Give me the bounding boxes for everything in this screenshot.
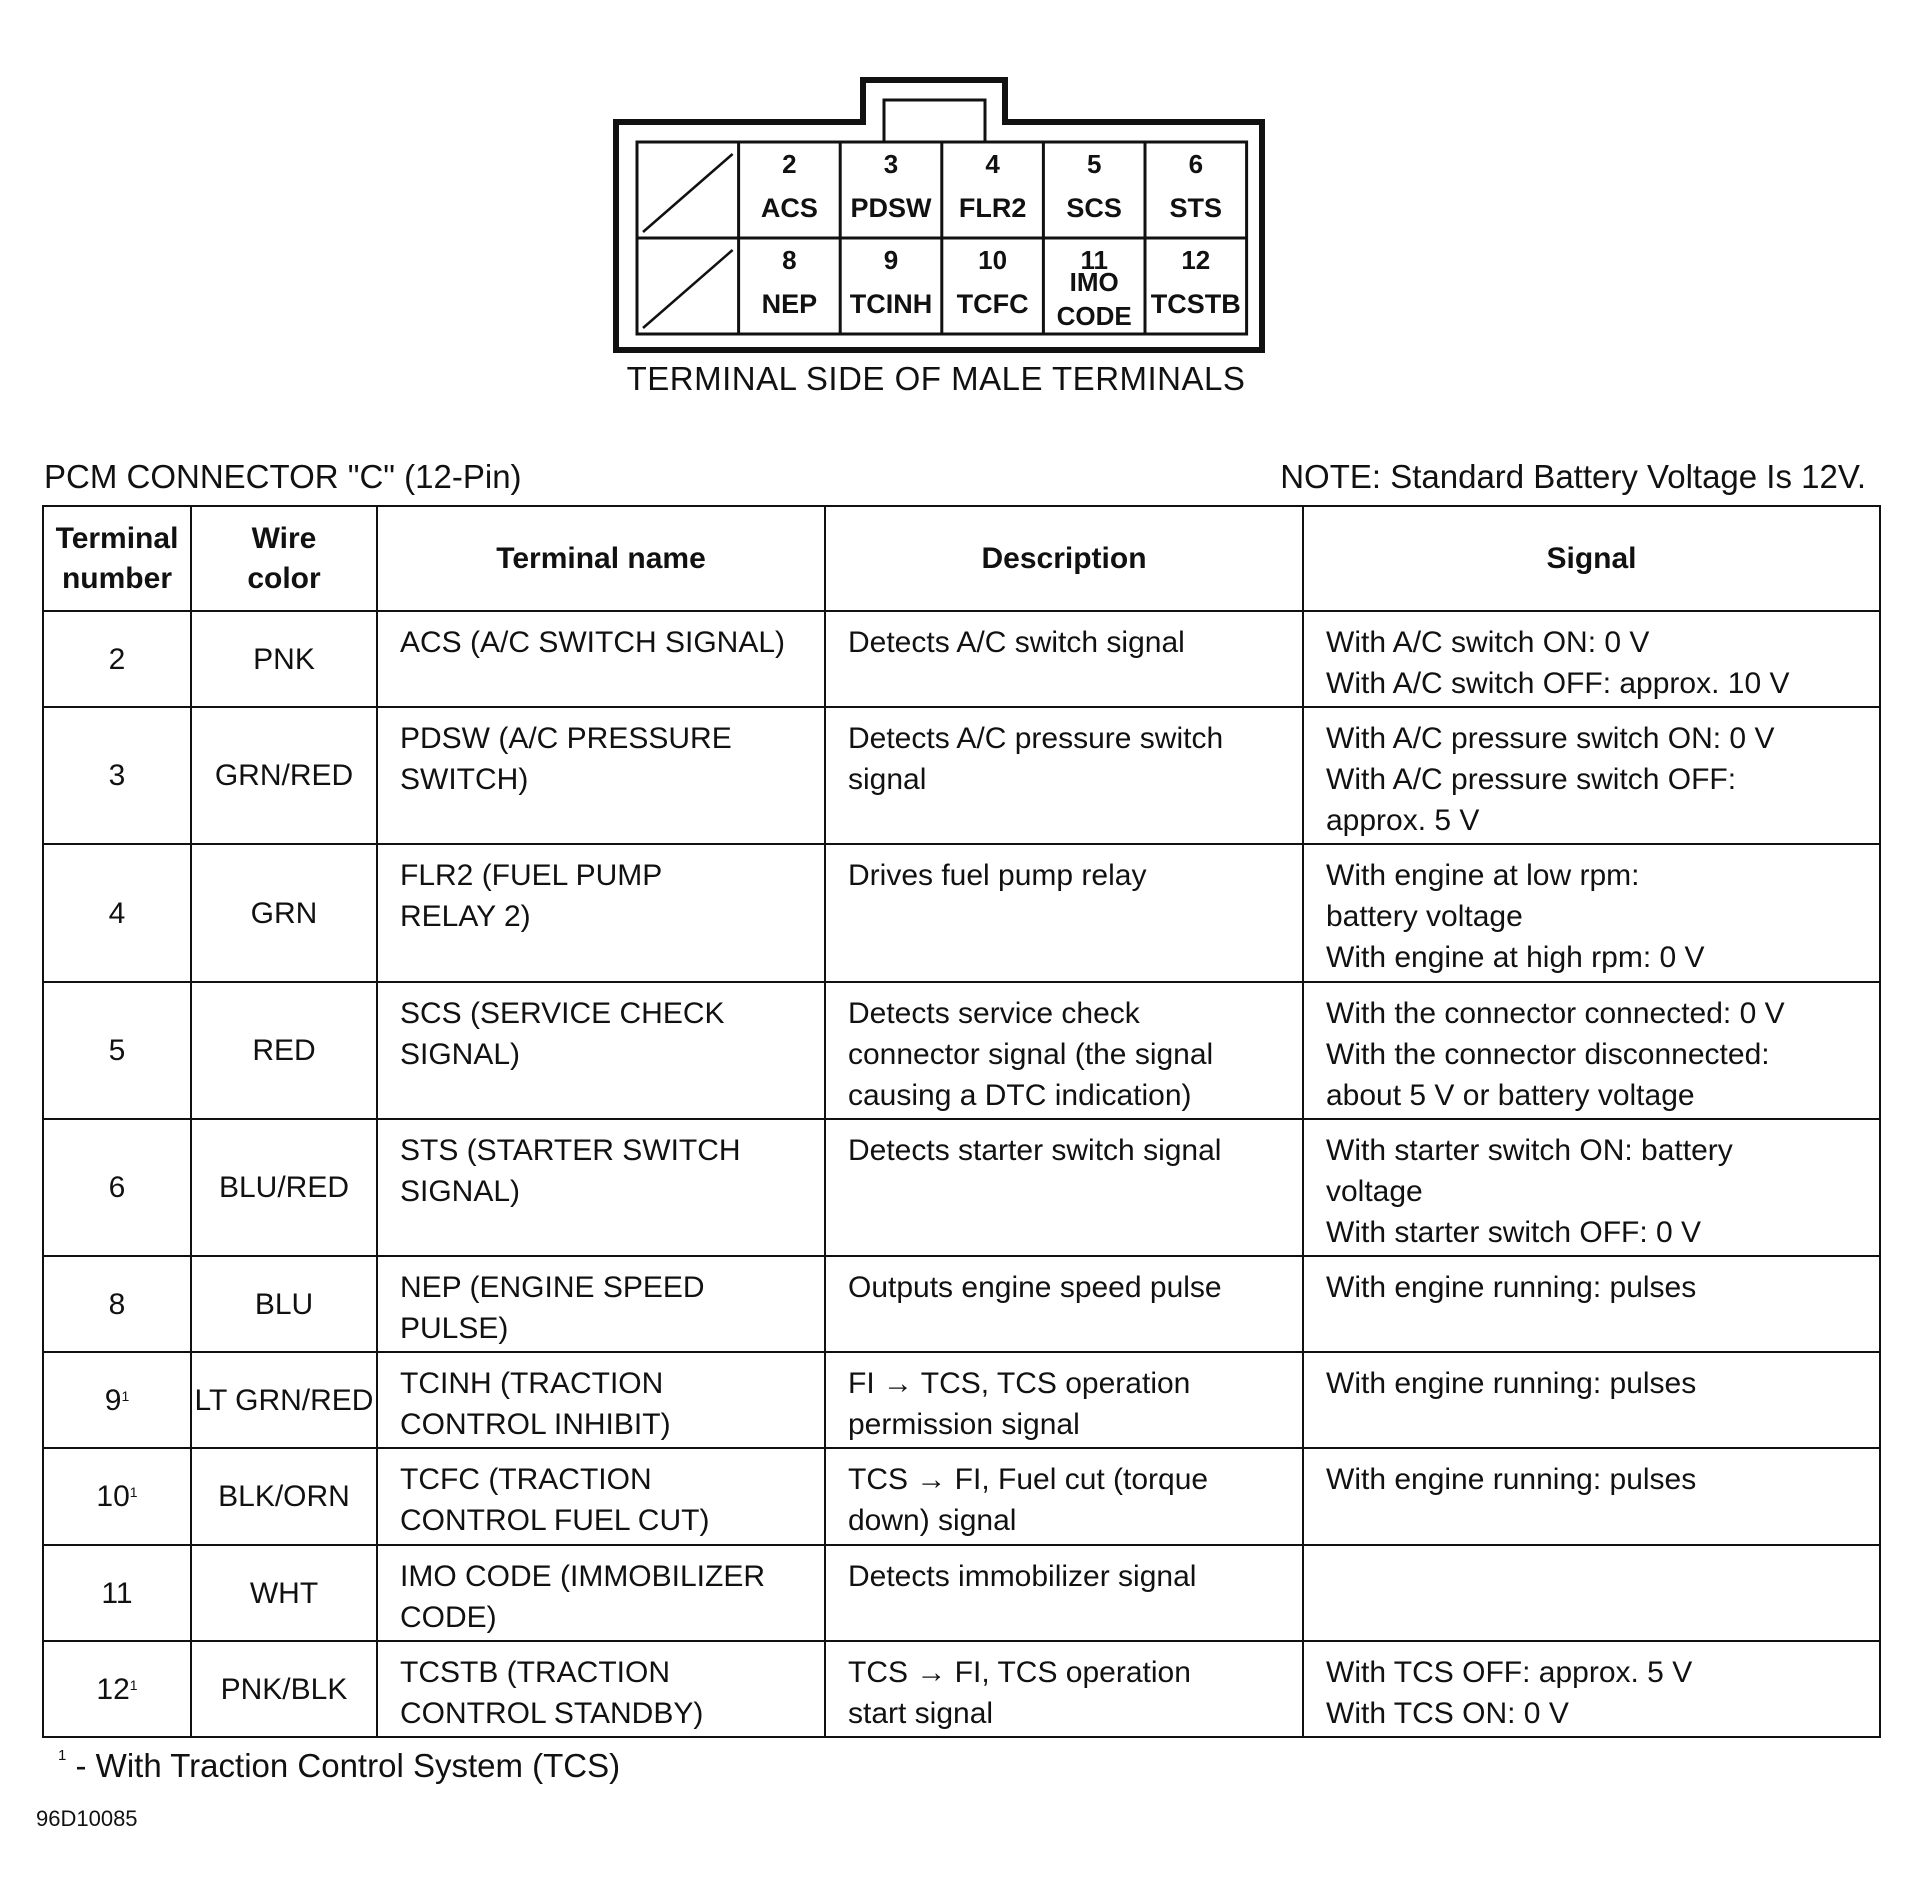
pin-number: 9 <box>883 245 899 275</box>
table-row <box>43 982 1880 1119</box>
signal-cell: With TCS OFF: approx. 5 V With TCS ON: 0 V <box>1303 1641 1880 1737</box>
terminal-name-cell: STS (STARTER SWITCH SIGNAL) <box>377 1119 825 1256</box>
signal-cell: With engine running: pulses <box>1303 1256 1880 1352</box>
signal-cell <box>1303 1545 1880 1641</box>
wire-color-cell: BLK/ORN <box>191 1448 377 1545</box>
pin-number: 4 <box>985 149 1000 179</box>
pin-number: 10 <box>978 245 1008 275</box>
terminal-name-cell: FLR2 (FUEL PUMP RELAY 2) <box>377 844 825 982</box>
terminal-number-cell: 5 <box>43 982 191 1119</box>
signal-cell: With engine running: pulses <box>1303 1352 1880 1448</box>
footnote-marker: 1 <box>129 1676 138 1693</box>
pin-code: PDSW <box>850 193 932 223</box>
table-header-row <box>43 506 1880 611</box>
wire-color-cell: BLU <box>191 1256 377 1352</box>
table-row <box>43 1256 1880 1352</box>
pin-code: ACS <box>760 193 818 223</box>
table-row <box>43 1545 1880 1641</box>
pin-code: IMO <box>1069 267 1119 297</box>
terminal-number-cell: 11 <box>43 1545 191 1641</box>
terminal-name-cell: TCFC (TRACTION CONTROL FUEL CUT) <box>377 1448 825 1545</box>
connector-diagram <box>0 0 1912 380</box>
footnote-marker: 1 <box>121 1387 130 1404</box>
pin-number: 5 <box>1086 149 1102 179</box>
pin-number: 6 <box>1188 149 1204 179</box>
wire-color-cell: PNK <box>191 611 377 707</box>
table-row <box>43 844 1880 982</box>
description-cell: Detects A/C pressure switch signal <box>825 707 1303 844</box>
pin-code: TCINH <box>849 289 933 319</box>
description-cell: TCS → FI, TCS operation start signal <box>825 1641 1303 1737</box>
terminal-name-cell: PDSW (A/C PRESSURE SWITCH) <box>377 707 825 844</box>
description-cell: Detects starter switch signal <box>825 1119 1303 1256</box>
header-wire-color: Wire color <box>191 506 377 611</box>
terminal-name-cell: TCSTB (TRACTION CONTROL STANDBY) <box>377 1641 825 1737</box>
voltage-note: NOTE: Standard Battery Voltage Is 12V. <box>1280 458 1866 495</box>
description-cell: Detects service check connector signal (the signal causing a DTC indication) <box>825 982 1303 1119</box>
signal-cell: With engine running: pulses <box>1303 1448 1880 1545</box>
terminal-number-cell: 3 <box>43 707 191 844</box>
pin-code: TCFC <box>956 289 1029 319</box>
pin-number: 11 <box>1080 245 1108 275</box>
wire-color-cell: WHT <box>191 1545 377 1641</box>
signal-cell: With engine at low rpm: battery voltage With engine at high rpm: 0 V <box>1303 844 1880 982</box>
table-row <box>43 1119 1880 1256</box>
table-row <box>43 611 1880 707</box>
pin-number: 3 <box>883 149 899 179</box>
empty-pin-slash <box>643 154 733 232</box>
wire-color-cell: GRN <box>191 844 377 982</box>
connector-caption: TERMINAL SIDE OF MALE TERMINALS <box>626 360 1246 397</box>
terminal-number-cell: 2 <box>43 611 191 707</box>
table-row <box>43 1641 1880 1737</box>
signal-cell: With the connector connected: 0 V With the connector disconnected: about 5 V or battery voltage <box>1303 982 1880 1119</box>
terminal-name-cell: TCINH (TRACTION CONTROL INHIBIT) <box>377 1352 825 1448</box>
pin-grid <box>637 142 1247 334</box>
signal-cell: With starter switch ON: battery voltage With starter switch OFF: 0 V <box>1303 1119 1880 1256</box>
footnote-marker: 1 <box>129 1484 138 1500</box>
pin-code: CODE <box>1056 301 1132 331</box>
terminal-number-cell: $10^1$ <box>43 1448 191 1545</box>
header-description: Description <box>825 506 1303 611</box>
footnote-text: - With Traction Control System (TCS) <box>75 1747 621 1784</box>
terminal-number-cell: 6 <box>43 1119 191 1256</box>
description-cell: Drives fuel pump relay <box>825 844 1303 982</box>
pin-number: 12 <box>1181 245 1211 275</box>
terminal-number-cell: $12^1$ <box>43 1641 191 1737</box>
pin-number: 2 <box>782 149 797 179</box>
signal-cell: With A/C pressure switch ON: 0 V With A/C pressure switch OFF: approx. 5 V <box>1303 707 1880 844</box>
figure-code: 96D10085 <box>36 1806 138 1831</box>
wire-color-cell: LT GRN/RED <box>191 1352 377 1448</box>
footnote <box>58 1747 620 1785</box>
table-title: PCM CONNECTOR "C" (12-Pin) <box>44 458 522 495</box>
header-signal: Signal <box>1303 506 1880 611</box>
empty-pin-slash <box>643 250 733 328</box>
signal-cell: With A/C switch ON: 0 V With A/C switch OFF: approx. 10 V <box>1303 611 1880 707</box>
pinout-table <box>42 505 1881 1738</box>
wire-color-cell: BLU/RED <box>191 1119 377 1256</box>
pin-code: FLR2 <box>958 193 1027 223</box>
wire-color-cell: RED <box>191 982 377 1119</box>
wire-color-cell: PNK/BLK <box>191 1641 377 1737</box>
terminal-name-cell: NEP (ENGINE SPEED PULSE) <box>377 1256 825 1352</box>
connector-latch <box>884 100 985 142</box>
description-cell: Outputs engine speed pulse <box>825 1256 1303 1352</box>
description-cell: Detects A/C switch signal <box>825 611 1303 707</box>
pin-code: SCS <box>1066 193 1122 223</box>
table-row <box>43 707 1880 844</box>
table-row <box>43 1352 1880 1448</box>
pin-code: STS <box>1169 193 1223 223</box>
terminal-number-cell: 8 <box>43 1256 191 1352</box>
terminal-name-cell: SCS (SERVICE CHECK SIGNAL) <box>377 982 825 1119</box>
footnote-mark: 1 <box>58 1747 67 1764</box>
description-cell: Detects immobilizer signal <box>825 1545 1303 1641</box>
pin-code: NEP <box>761 289 818 319</box>
pin-number: 8 <box>782 245 797 275</box>
table-row <box>43 1448 1880 1545</box>
header-terminal-name: Terminal name <box>377 506 825 611</box>
wire-color-cell: GRN/RED <box>191 707 377 844</box>
terminal-name-cell: IMO CODE (IMMOBILIZER CODE) <box>377 1545 825 1641</box>
pinout-body <box>43 611 1880 1737</box>
description-cell: TCS → FI, Fuel cut (torque down) signal <box>825 1448 1303 1545</box>
header-terminal-number: Terminal number <box>43 506 191 611</box>
terminal-number-cell: 4 <box>43 844 191 982</box>
pin-code: TCSTB <box>1150 289 1241 319</box>
terminal-number-cell: $9^1$ <box>43 1352 191 1448</box>
terminal-name-cell: ACS (A/C SWITCH SIGNAL) <box>377 611 825 707</box>
description-cell: FI → TCS, TCS operation permission signal <box>825 1352 1303 1448</box>
